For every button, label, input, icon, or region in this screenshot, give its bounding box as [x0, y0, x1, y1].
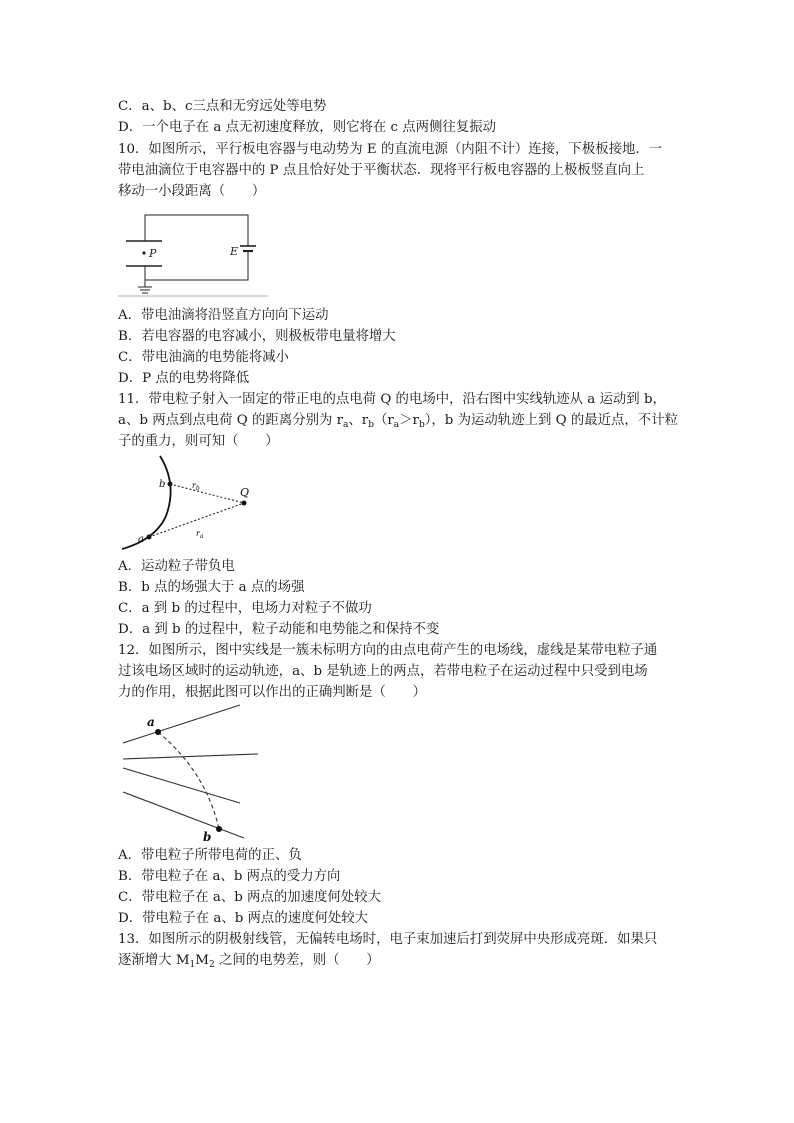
q12-point-a-dot — [155, 729, 161, 735]
q11-option-d: D．a 到 b 的过程中，粒子动能和电势能之和保持不变 — [118, 622, 440, 637]
q12-option-d: D．带电粒子在 a、b 两点的速度何处较大 — [118, 911, 369, 926]
q11-option-a: A．运动粒子带负电 — [118, 559, 235, 574]
q10-stem-line-2: 带电油滴位于电容器中的 P 点且恰好处于平衡状态．现将平行板电容器的上极板竖直向上 — [118, 163, 645, 178]
q11-label-rb: $r_b$ — [192, 481, 200, 492]
q10-point-p-dot — [142, 251, 145, 254]
q11-point-q-dot — [242, 501, 247, 506]
q12-field-line-1 — [123, 705, 240, 743]
q12-stem-line-1: 12．如图所示，图中实线是一簇未标明方向的由点电荷产生的电场线，虚线是某带电粒子通 — [118, 643, 658, 658]
q10-stem-line-3: 移动一小段距离（ ） — [118, 184, 266, 199]
q10-top-wire — [145, 215, 248, 241]
q11-label-a: a — [138, 534, 144, 545]
q10-option-c: C．带电油滴的电势能将减小 — [118, 350, 289, 365]
q11-label-b: b — [159, 479, 166, 490]
q12-field-line-3 — [123, 768, 240, 803]
q11-option-b: B．b 点的场强大于 a 点的场强 — [118, 580, 305, 595]
q11-rb-dashed-line — [170, 484, 244, 503]
q11-label-q: Q — [240, 486, 250, 499]
q12-field-line-2 — [123, 754, 258, 759]
q11-trajectory-curve — [122, 456, 171, 549]
q10-label-p: P — [149, 247, 157, 260]
q10-option-a: A．带电油滴将沿竖直方向向下运动 — [118, 308, 329, 323]
q10-stem-line-1: 10．如图所示，平行板电容器与电动势为 E 的直流电源（内阻不计）连接，下极板接地．一 — [118, 142, 663, 157]
q13-stem-line-2: 逐渐增大 $M_1M_2$ 之间的电势差，则（ ） — [118, 953, 380, 970]
q10-option-d: D．P 点的电势将降低 — [118, 371, 250, 386]
q12-option-b: B．带电粒子在 a、b 两点的受力方向 — [118, 869, 341, 884]
q11-point-a-dot — [147, 535, 152, 540]
q12-label-a: a — [147, 715, 155, 729]
q10-option-b: B．若电容器的电容减小，则极板带电量将增大 — [118, 329, 396, 344]
q11-stem-line-1: 11．带电粒子射入一固定的带正电的点电荷 Q 的电场中，沿右图中实线轨迹从 a 运动到 b， — [118, 392, 666, 407]
q12-field-lines-figure — [118, 702, 264, 842]
q12-stem-line-3: 力的作用，根据此图可以作出的正确判断是（ ） — [118, 685, 426, 700]
q11-label-ra: $r_a$ — [196, 529, 204, 540]
q12-stem-line-2: 过该电场区域时的运动轨迹，a、b 是轨迹上的两点，若带电粒子在运动过程中只受到电场 — [118, 664, 648, 679]
q11-stem-line-2: a、b 两点到点电荷 Q 的距离分别为 $r_a$、$r_b(r_a>r_b)$，b 为运动轨迹上到 Q 的最近点，不计粒 — [118, 413, 678, 430]
q10-label-e: E — [230, 245, 239, 258]
q9-option-d: D．一个电子在 a 点无初速度释放，则它将在 c 点两侧往复振动 — [118, 120, 497, 135]
q11-option-c: C．a 到 b 的过程中，电场力对粒子不做功 — [118, 601, 372, 616]
q11-stem-line-3: 子的重力，则可知（ ） — [118, 434, 279, 449]
q11-trajectory-figure — [118, 452, 268, 554]
q12-label-b: b — [203, 830, 212, 842]
q13-stem-line-1: 13．如图所示的阴极射线管，无偏转电场时，电子束加速后打到荧屏中央形成亮斑．如果只 — [118, 932, 658, 947]
q10-capacitor-circuit-figure — [118, 205, 268, 300]
q10-bottom-wire — [145, 255, 248, 280]
q12-option-c: C．带电粒子在 a、b 两点的加速度何处较大 — [118, 890, 381, 905]
q12-particle-trajectory — [158, 732, 219, 829]
q12-point-b-dot — [216, 826, 222, 832]
q12-option-a: A．带电粒子所带电荷的正、负 — [118, 848, 302, 863]
q9-option-c: C．a、b、c三点和无穷远处等电势 — [118, 99, 327, 114]
q11-point-b-dot — [168, 482, 173, 487]
